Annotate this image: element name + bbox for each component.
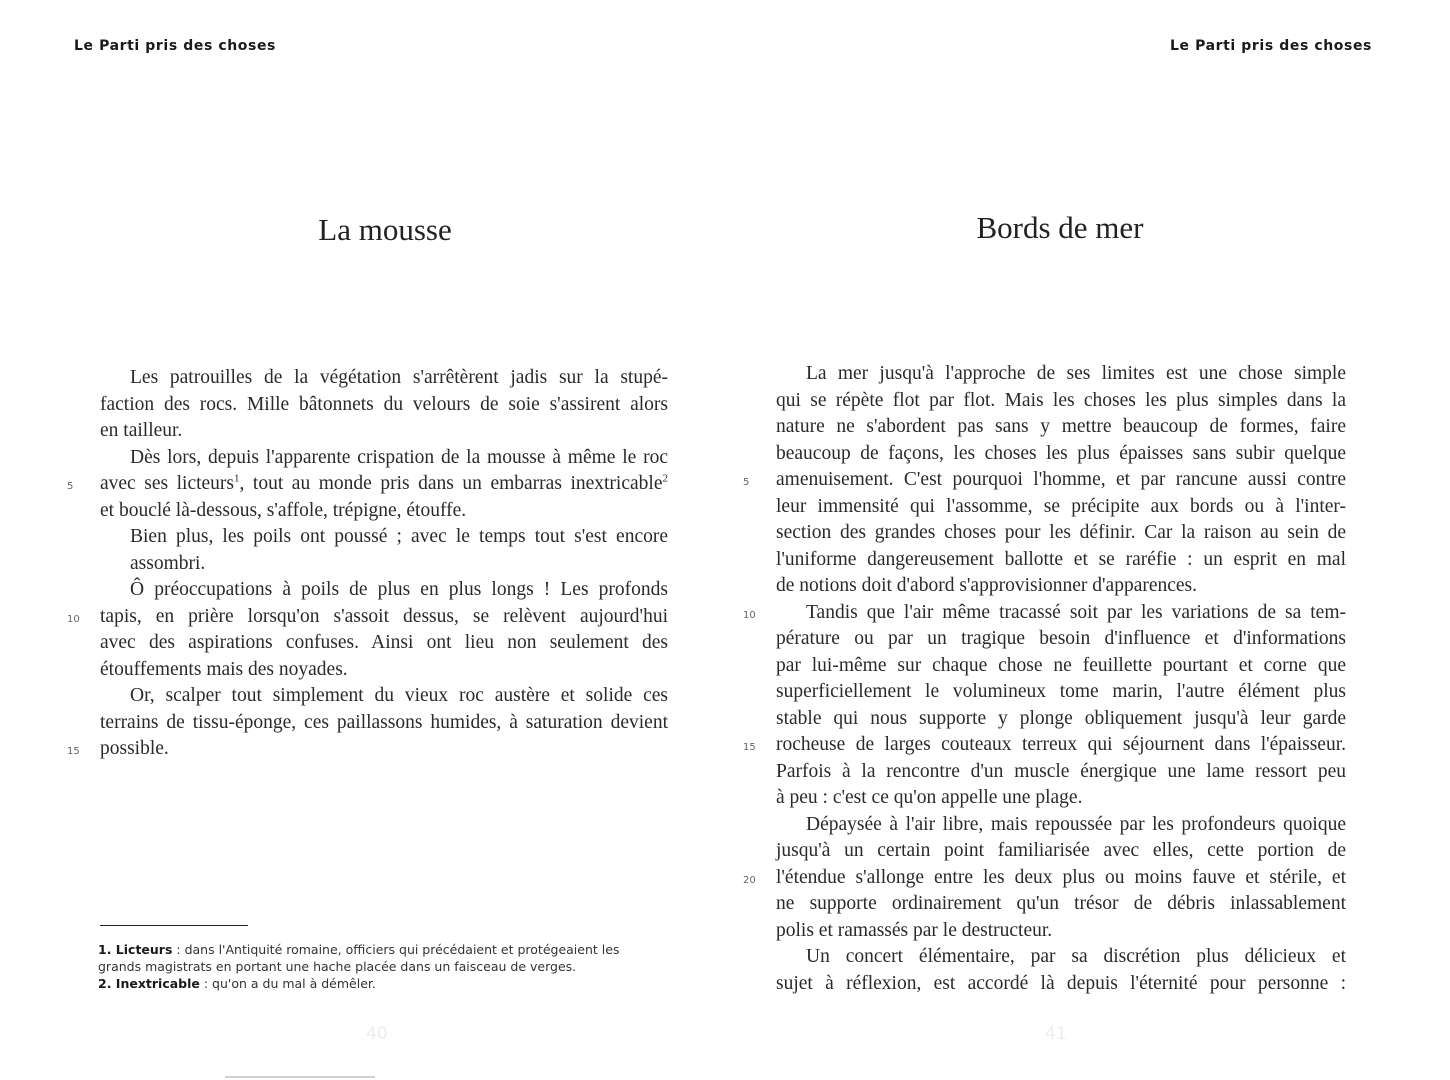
text-line: leur immensité qui l'assomme, se précipite aux bords ou à l'inter- bbox=[776, 495, 1346, 517]
line-number: 10 bbox=[743, 609, 756, 621]
text-fragment: tapis, en prière lorsqu'on s'assoit dessus, se relèvent aujourd'hui bbox=[100, 605, 668, 627]
text-line: étouffements mais des noyades. bbox=[100, 658, 348, 680]
text-line bbox=[743, 467, 1346, 494]
note-reference: 2 bbox=[662, 472, 668, 485]
text-line bbox=[743, 865, 1346, 892]
body-text bbox=[67, 365, 668, 763]
text-line: l'uniforme dangereusement ballotte et se raréfie : un esprit en mal bbox=[776, 548, 1346, 570]
text-line: nature ne s'abordent pas sans y mettre beaucoup de formes, faire bbox=[776, 416, 1346, 437]
text-line: et bouclé là-dessous, s'affole, trépigne, étouffe. bbox=[100, 499, 467, 521]
text-line: de notions doit d'abord s'approvisionner d'apparences. bbox=[776, 575, 1198, 596]
text-line: polis et ramassés par le destructeur. bbox=[776, 919, 1053, 941]
text-line: Bien plus, les poils ont poussé ; avec le temps tout s'est encore bbox=[130, 526, 668, 547]
footnote-text: : dans l'Antiquité romaine, officiers qui précédaient et protégeaient les bbox=[172, 942, 620, 957]
text-line: ne supporte ordinairement qu'un trésor de débris inlassablement bbox=[776, 893, 1346, 914]
text-line: stable qui nous supporte y plonge obliquement jusqu'à leur garde bbox=[776, 707, 1346, 729]
text-fragment: possible. bbox=[100, 738, 169, 759]
chapter-title: La mousse bbox=[318, 212, 452, 247]
footnote-rule bbox=[100, 925, 248, 926]
text-line: faction des rocs. Mille bâtonnets du velours de soie s'assirent alors bbox=[100, 393, 668, 415]
footnote-term: 2. Inextricable bbox=[98, 976, 200, 991]
line-number: 20 bbox=[743, 874, 756, 886]
line-number: 5 bbox=[743, 477, 750, 488]
line-number: 5 bbox=[67, 481, 74, 492]
running-head: Le Parti pris des choses bbox=[1170, 38, 1372, 54]
text-line: Dépaysée à l'air libre, mais repoussée par les profondeurs quoique bbox=[806, 813, 1346, 835]
text-line: La mer jusqu'à l'approche de ses limites est une chose simple bbox=[806, 363, 1346, 384]
body-text bbox=[743, 361, 1346, 997]
chapter-title: Bords de mer bbox=[976, 210, 1144, 245]
text-line bbox=[67, 471, 668, 498]
footnote-term: 1. Licteurs bbox=[98, 942, 173, 957]
text-line: Parfois à la rencontre d'un muscle énergique une lame ressort peu bbox=[776, 760, 1346, 782]
text-line: Dès lors, depuis l'apparente crispation de la mousse à même le roc bbox=[130, 446, 668, 468]
footnote-text: : qu'on a du mal à démêler. bbox=[199, 976, 376, 991]
footnote bbox=[98, 941, 678, 958]
text-fragment: rocheuse de larges couteaux terreux qui séjournent dans l'épaisseur. bbox=[776, 734, 1346, 755]
text-line bbox=[743, 732, 1346, 759]
footnote-continuation: grands magistrats en portant une hache placée dans un faisceau de verges. bbox=[98, 959, 577, 974]
text-line: jusqu'à un certain point familiarisée avec elles, cette portion de bbox=[776, 840, 1346, 861]
text-line: superficiellement le volumineux tome marin, l'autre élément plus bbox=[776, 681, 1346, 702]
text-line: Les patrouilles de la végétation s'arrêtèrent jadis sur la stupé- bbox=[130, 367, 668, 388]
text-line: section des grandes choses pour les définir. Car la raison au sein de bbox=[776, 522, 1346, 543]
text-line: Or, scalper tout simplement du vieux roc austère et solide ces bbox=[130, 685, 668, 706]
text-fragment: l'étendue s'allonge entre les deux plus ou moins fauve et stérile, et bbox=[776, 866, 1346, 888]
page-number: 41 bbox=[1045, 1024, 1067, 1044]
text-fragment: avec ses licteurs bbox=[100, 473, 235, 494]
text-fragment: amenuisement. C'est pourquoi l'homme, et par rancune aussi contre bbox=[776, 469, 1346, 490]
text-line: sujet à réflexion, est accordé là depuis l'éternité pour personne : bbox=[776, 972, 1346, 994]
footnote bbox=[98, 975, 678, 992]
text-line bbox=[67, 604, 668, 631]
line-number: 10 bbox=[67, 613, 80, 625]
text-line: pérature ou par un tragique besoin d'influence et d'informations bbox=[776, 628, 1346, 649]
text-line: Ô préoccupations à poils de plus en plus longs ! Les profonds bbox=[130, 579, 668, 600]
text-line: par lui-même sur chaque chose ne feuillette pourtant et corne que bbox=[776, 654, 1346, 676]
footnotes bbox=[98, 941, 678, 992]
line-number: 15 bbox=[743, 742, 756, 753]
text-line: à peu : c'est ce qu'on appelle une plage. bbox=[776, 787, 1083, 808]
text-fragment: , tout au monde pris dans un embarras inextricable bbox=[239, 473, 663, 494]
right-page bbox=[725, 0, 1450, 1080]
text-line: qui se répète flot par flot. Mais les choses les plus simples dans la bbox=[776, 389, 1346, 411]
text-line: avec des aspirations confuses. Ainsi ont lieu non seulement des bbox=[100, 632, 668, 653]
text-line: en tailleur. bbox=[100, 420, 183, 441]
text-line: terrains de tissu-éponge, ces paillassons humides, à saturation devient bbox=[100, 711, 668, 733]
text-line: beaucoup de façons, les choses les plus épaisses sans subir quelque bbox=[776, 442, 1346, 464]
bottom-rule bbox=[225, 1076, 375, 1078]
running-head: Le Parti pris des choses bbox=[74, 38, 276, 54]
text-line: assombri. bbox=[130, 552, 206, 574]
page-number: 40 bbox=[366, 1024, 388, 1044]
text-fragment: Tandis que l'air même tracassé soit par les variations de sa tem- bbox=[806, 601, 1346, 623]
note-reference: 1 bbox=[234, 472, 240, 485]
text-line: Un concert élémentaire, par sa discrétion plus délicieux et bbox=[806, 946, 1346, 967]
text-line bbox=[743, 600, 1346, 627]
text-line bbox=[67, 736, 668, 763]
line-number: 15 bbox=[67, 746, 80, 757]
